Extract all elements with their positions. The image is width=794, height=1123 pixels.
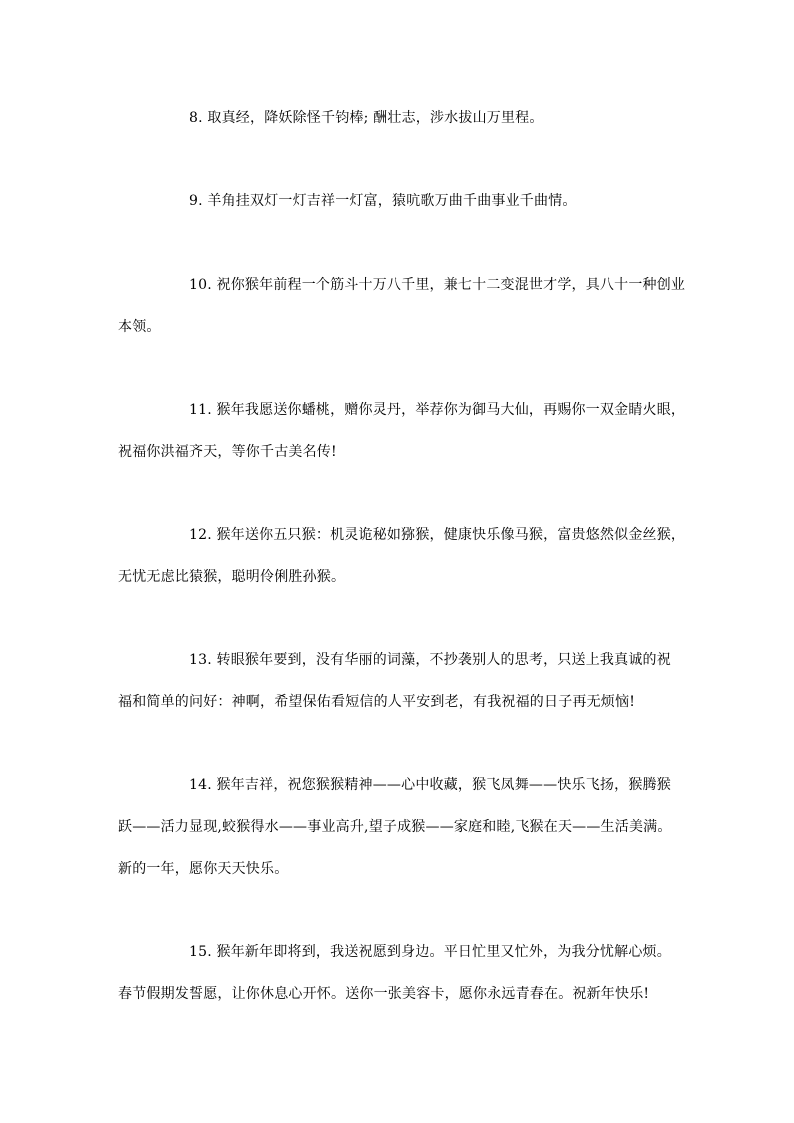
- paragraph-14-line-2: 跃——活力显现,蛟猴得水——事业高升,望子成猴——家庭和睦,飞猴在天——生活美满。: [118, 819, 672, 835]
- paragraph-13-line-2: 福和简单的问好：神啊，希望保佑看短信的人平安到老，有我祝福的日子再无烦恼!: [118, 694, 636, 710]
- paragraph-14-line-3: 新的一年，愿你天天快乐。: [118, 861, 289, 877]
- paragraph-11-line-2: 祝福你洪福齐天，等你千古美名传!: [118, 444, 337, 460]
- paragraph-10-line-2: 本领。: [118, 319, 161, 335]
- paragraph-9-line-1: 9. 羊角挂双灯一灯吉祥一灯富，猿吭歌万曲千曲事业千曲情。: [189, 193, 577, 209]
- paragraph-12-line-1: 12. 猴年送你五只猴：机灵诡秘如猕猴，健康快乐像马猴，富贵悠然似金丝猴，: [189, 527, 686, 543]
- paragraph-11-line-1: 11. 猴年我愿送你蟠桃，赠你灵丹，举荐你为御马大仙，再赐你一双金睛火眼，: [189, 402, 686, 418]
- paragraph-12-line-2: 无忧无虑比猿猴，聪明伶俐胜孙猴。: [118, 569, 346, 585]
- paragraph-10-line-1: 10. 祝你猴年前程一个筋斗十万八千里，兼七十二变混世才学，具八十一种创业: [189, 277, 686, 293]
- paragraph-8-line-1: 8. 取真经，降妖除怪千钧棒; 酬壮志，涉水拔山万里程。: [189, 110, 544, 126]
- paragraph-14-line-1: 14. 猴年吉祥，祝您猴猴精神——心中收藏，猴飞凤舞——快乐飞扬，猴腾猴: [189, 777, 671, 793]
- paragraph-15-line-1: 15. 猴年新年即将到，我送祝愿到身边。平日忙里又忙外，为我分忧解心烦。: [189, 944, 671, 960]
- paragraph-15-line-2: 春节假期发誓愿，让你休息心开怀。送你一张美容卡，愿你永远青春在。祝新年快乐!: [118, 986, 650, 1002]
- paragraph-13-line-1: 13. 转眼猴年要到，没有华丽的词藻，不抄袭别人的思考，只送上我真诚的祝: [189, 652, 671, 668]
